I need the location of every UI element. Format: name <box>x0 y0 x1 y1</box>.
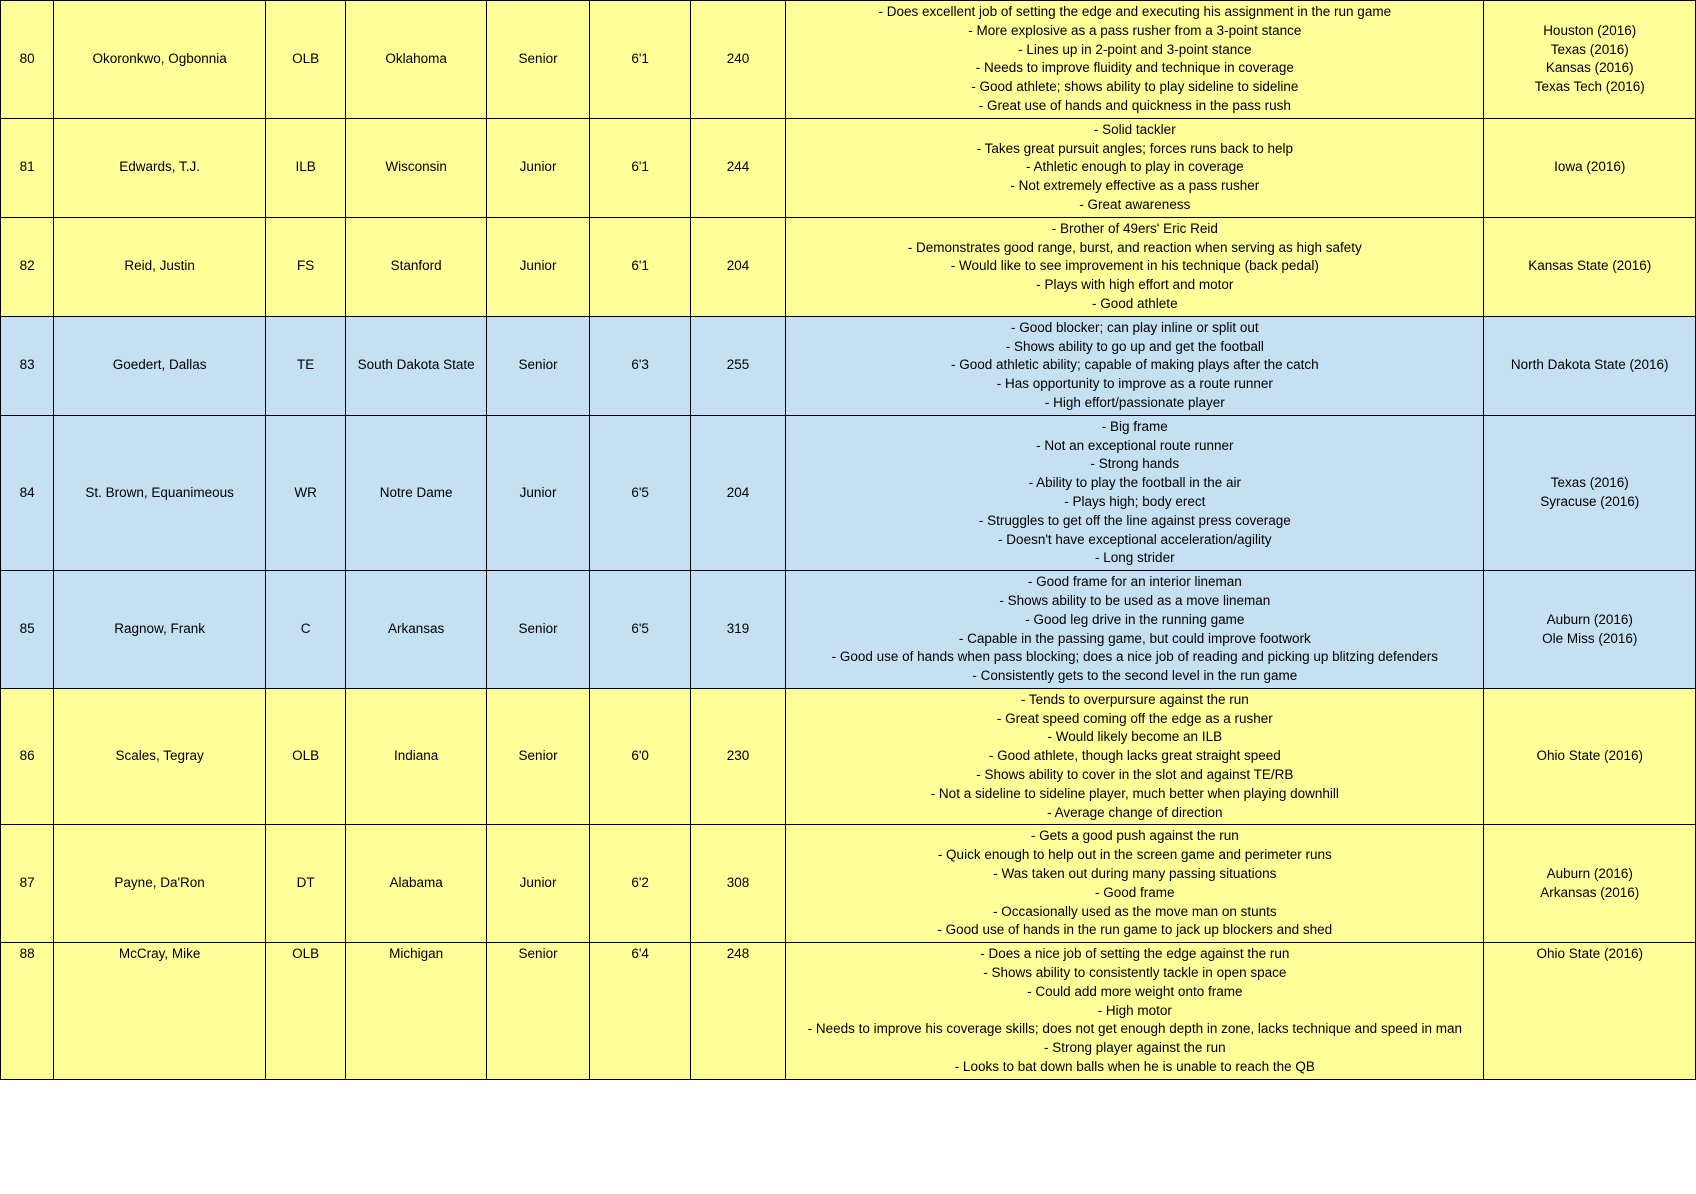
player-school: Notre Dame <box>346 415 486 570</box>
player-weight: 240 <box>690 1 785 119</box>
player-name: Goedert, Dallas <box>54 316 265 415</box>
player-weight: 244 <box>690 118 785 217</box>
table-row <box>1 825 1696 943</box>
player-height: 6'0 <box>590 688 691 825</box>
note-line: - Demonstrates good range, burst, and reaction when serving as high safety <box>907 239 1362 255</box>
note-line: - Could add more weight onto frame <box>1027 983 1243 999</box>
player-height: 6'1 <box>590 217 691 316</box>
player-name: Payne, Da'Ron <box>54 825 265 943</box>
note-line: - Doesn't have exceptional acceleration/agility <box>998 531 1272 547</box>
note-line: - Ability to play the football in the air <box>1028 475 1241 491</box>
table-row <box>1 118 1696 217</box>
opponent-line: Kansas State (2016) <box>1528 258 1652 274</box>
table-row <box>1 571 1696 689</box>
note-line: - Average change of direction <box>1047 804 1223 820</box>
player-name: Okoronkwo, Ogbonnia <box>54 1 265 119</box>
player-school: Arkansas <box>346 571 486 689</box>
note-line: - Good athlete, though lacks great straight speed <box>988 748 1281 764</box>
player-opponents <box>1484 217 1696 316</box>
note-line: - Shows ability to be used as a move lineman <box>999 592 1271 608</box>
player-class: Senior <box>486 943 590 1080</box>
note-line: - Plays high; body erect <box>1064 493 1206 509</box>
note-line: - Shows ability to cover in the slot and against TE/RB <box>976 767 1294 783</box>
player-class: Junior <box>486 415 590 570</box>
note-line: - Struggles to get off the line against press coverage <box>978 512 1291 528</box>
note-line: - Long strider <box>1095 550 1175 566</box>
player-position: ILB <box>265 118 346 217</box>
note-line: - Good use of hands in the run game to jack up blockers and shed <box>937 922 1333 938</box>
player-class: Junior <box>486 217 590 316</box>
note-line: - Needs to improve fluidity and technique in coverage <box>975 60 1294 76</box>
player-opponents <box>1484 688 1696 825</box>
table-row <box>1 1 1696 119</box>
opponent-line: Iowa (2016) <box>1554 159 1626 175</box>
player-rank: 84 <box>1 415 54 570</box>
note-line: - High motor <box>1097 1002 1172 1018</box>
table-row <box>1 688 1696 825</box>
table-row <box>1 943 1696 1080</box>
player-opponents <box>1484 118 1696 217</box>
player-name: McCray, Mike <box>54 943 265 1080</box>
player-school: South Dakota State <box>346 316 486 415</box>
player-opponents <box>1484 1 1696 119</box>
player-notes <box>786 217 1484 316</box>
note-line: - Takes great pursuit angles; forces runs back to help <box>976 140 1294 156</box>
player-name: Reid, Justin <box>54 217 265 316</box>
player-height: 6'2 <box>590 825 691 943</box>
note-line: - Does excellent job of setting the edge and executing his assignment in the run game <box>878 4 1392 19</box>
player-weight: 255 <box>690 316 785 415</box>
table-row <box>1 316 1696 415</box>
player-position: FS <box>265 217 346 316</box>
player-position: DT <box>265 825 346 943</box>
opponent-line: North Dakota State (2016) <box>1510 357 1669 373</box>
note-line: - Good athlete; shows ability to play sideline to sideline <box>971 79 1299 95</box>
table-body <box>1 1 1696 1080</box>
player-position: WR <box>265 415 346 570</box>
note-line: - Quick enough to help out in the screen game and perimeter runs <box>937 847 1332 863</box>
player-school: Michigan <box>346 943 486 1080</box>
note-line: - Big frame <box>1101 418 1168 434</box>
player-opponents <box>1484 943 1696 1080</box>
player-weight: 319 <box>690 571 785 689</box>
note-line: - Solid tackler <box>1093 121 1176 137</box>
note-line: - Good leg drive in the running game <box>1025 611 1245 627</box>
note-line: - Great speed coming off the edge as a rusher <box>996 710 1273 726</box>
opponent-line: Auburn (2016) <box>1546 866 1633 882</box>
player-notes <box>786 316 1484 415</box>
player-name: Scales, Tegray <box>54 688 265 825</box>
player-rank: 88 <box>1 943 54 1080</box>
note-line: - Not a sideline to sideline player, much better when playing downhill <box>930 785 1339 801</box>
note-line: - Has opportunity to improve as a route runner <box>996 376 1273 392</box>
opponent-line: Arkansas (2016) <box>1540 884 1640 900</box>
player-school: Oklahoma <box>346 1 486 119</box>
player-height: 6'1 <box>590 1 691 119</box>
note-line: - Looks to bat down balls when he is unable to reach the QB <box>954 1059 1315 1075</box>
note-line: - Lines up in 2-point and 3-point stance <box>1018 41 1252 57</box>
player-notes <box>786 688 1484 825</box>
note-line: - Brother of 49ers' Eric Reid <box>1051 220 1218 236</box>
note-line: - Good athlete <box>1092 295 1178 311</box>
note-line: - Needs to improve his coverage skills; does not get enough depth in zone, lacks technique and speed in man <box>807 1021 1462 1037</box>
player-height: 6'1 <box>590 118 691 217</box>
player-name: Ragnow, Frank <box>54 571 265 689</box>
note-line: - Not an exceptional route runner <box>1036 437 1234 453</box>
note-line: - Consistently gets to the second level in the run game <box>972 668 1298 684</box>
note-line: - Strong player against the run <box>1044 1040 1226 1056</box>
player-class: Senior <box>486 571 590 689</box>
player-rank: 87 <box>1 825 54 943</box>
player-notes <box>786 571 1484 689</box>
note-line: - Great use of hands and quickness in the pass rush <box>978 97 1291 113</box>
opponent-line: Ohio State (2016) <box>1536 946 1644 962</box>
player-school: Alabama <box>346 825 486 943</box>
player-position: OLB <box>265 1 346 119</box>
note-line: - Plays with high effort and motor <box>1036 277 1234 293</box>
player-rank: 86 <box>1 688 54 825</box>
note-line: - Good frame for an interior lineman <box>1027 574 1242 590</box>
opponent-line: Ohio State (2016) <box>1536 748 1644 764</box>
opponent-line: Syracuse (2016) <box>1540 493 1640 509</box>
note-line: - Shows ability to go up and get the football <box>1005 338 1264 354</box>
player-height: 6'5 <box>590 415 691 570</box>
player-opponents <box>1484 571 1696 689</box>
note-line: - Good blocker; can play inline or split out <box>1010 319 1259 335</box>
player-position: OLB <box>265 688 346 825</box>
note-line: - Not extremely effective as a pass rusher <box>1010 178 1260 194</box>
note-line: - Athletic enough to play in coverage <box>1025 159 1244 175</box>
note-line: - Would like to see improvement in his technique (back pedal) <box>950 258 1319 274</box>
player-opponents <box>1484 825 1696 943</box>
player-position: OLB <box>265 943 346 1080</box>
note-line: - Would likely become an ILB <box>1047 729 1223 745</box>
player-weight: 204 <box>690 217 785 316</box>
player-class: Junior <box>486 825 590 943</box>
opponent-line: Texas Tech (2016) <box>1534 79 1645 95</box>
table-row <box>1 415 1696 570</box>
note-line: - Great awareness <box>1079 196 1191 212</box>
player-class: Junior <box>486 118 590 217</box>
player-position: TE <box>265 316 346 415</box>
player-school: Wisconsin <box>346 118 486 217</box>
player-height: 6'3 <box>590 316 691 415</box>
player-name: St. Brown, Equanimeous <box>54 415 265 570</box>
player-opponents <box>1484 316 1696 415</box>
player-class: Senior <box>486 1 590 119</box>
note-line: - Gets a good push against the run <box>1030 828 1239 844</box>
opponent-line: Texas (2016) <box>1550 41 1629 57</box>
player-rank: 80 <box>1 1 54 119</box>
player-school: Indiana <box>346 688 486 825</box>
player-height: 6'4 <box>590 943 691 1080</box>
opponent-line: Kansas (2016) <box>1545 60 1634 76</box>
note-line: - Good use of hands when pass blocking; does a nice job of reading and picking up blitzing defenders <box>831 649 1438 665</box>
note-line: - More explosive as a pass rusher from a 3-point stance <box>968 22 1302 38</box>
player-rank: 81 <box>1 118 54 217</box>
player-class: Senior <box>486 316 590 415</box>
note-line: - Shows ability to consistently tackle in open space <box>983 965 1287 981</box>
player-rank: 83 <box>1 316 54 415</box>
player-name: Edwards, T.J. <box>54 118 265 217</box>
note-line: - Was taken out during many passing situations <box>993 866 1277 882</box>
opponent-line: Auburn (2016) <box>1546 611 1633 627</box>
note-line: - Good frame <box>1095 884 1175 900</box>
note-line: - Does a nice job of setting the edge against the run <box>980 946 1290 962</box>
player-notes <box>786 1 1484 119</box>
player-weight: 248 <box>690 943 785 1080</box>
player-height: 6'5 <box>590 571 691 689</box>
player-rank: 82 <box>1 217 54 316</box>
player-notes <box>786 118 1484 217</box>
player-class: Senior <box>486 688 590 825</box>
player-opponents <box>1484 415 1696 570</box>
opponent-line: Texas (2016) <box>1550 475 1629 491</box>
note-line: - Strong hands <box>1090 456 1180 472</box>
player-weight: 308 <box>690 825 785 943</box>
note-line: - Occasionally used as the move man on stunts <box>992 903 1277 919</box>
player-notes <box>786 943 1484 1080</box>
player-weight: 204 <box>690 415 785 570</box>
player-school: Stanford <box>346 217 486 316</box>
player-notes <box>786 825 1484 943</box>
note-line: - Tends to overpursure against the run <box>1020 691 1249 707</box>
opponent-line: Ole Miss (2016) <box>1542 630 1638 646</box>
note-line: - Capable in the passing game, but could improve footwork <box>958 630 1311 646</box>
opponent-line: Houston (2016) <box>1543 22 1637 38</box>
note-line: - Good athletic ability; capable of making plays after the catch <box>950 357 1319 373</box>
player-notes <box>786 415 1484 570</box>
note-line: - High effort/passionate player <box>1044 394 1225 410</box>
player-position: C <box>265 571 346 689</box>
player-rank: 85 <box>1 571 54 689</box>
player-weight: 230 <box>690 688 785 825</box>
table-row <box>1 217 1696 316</box>
